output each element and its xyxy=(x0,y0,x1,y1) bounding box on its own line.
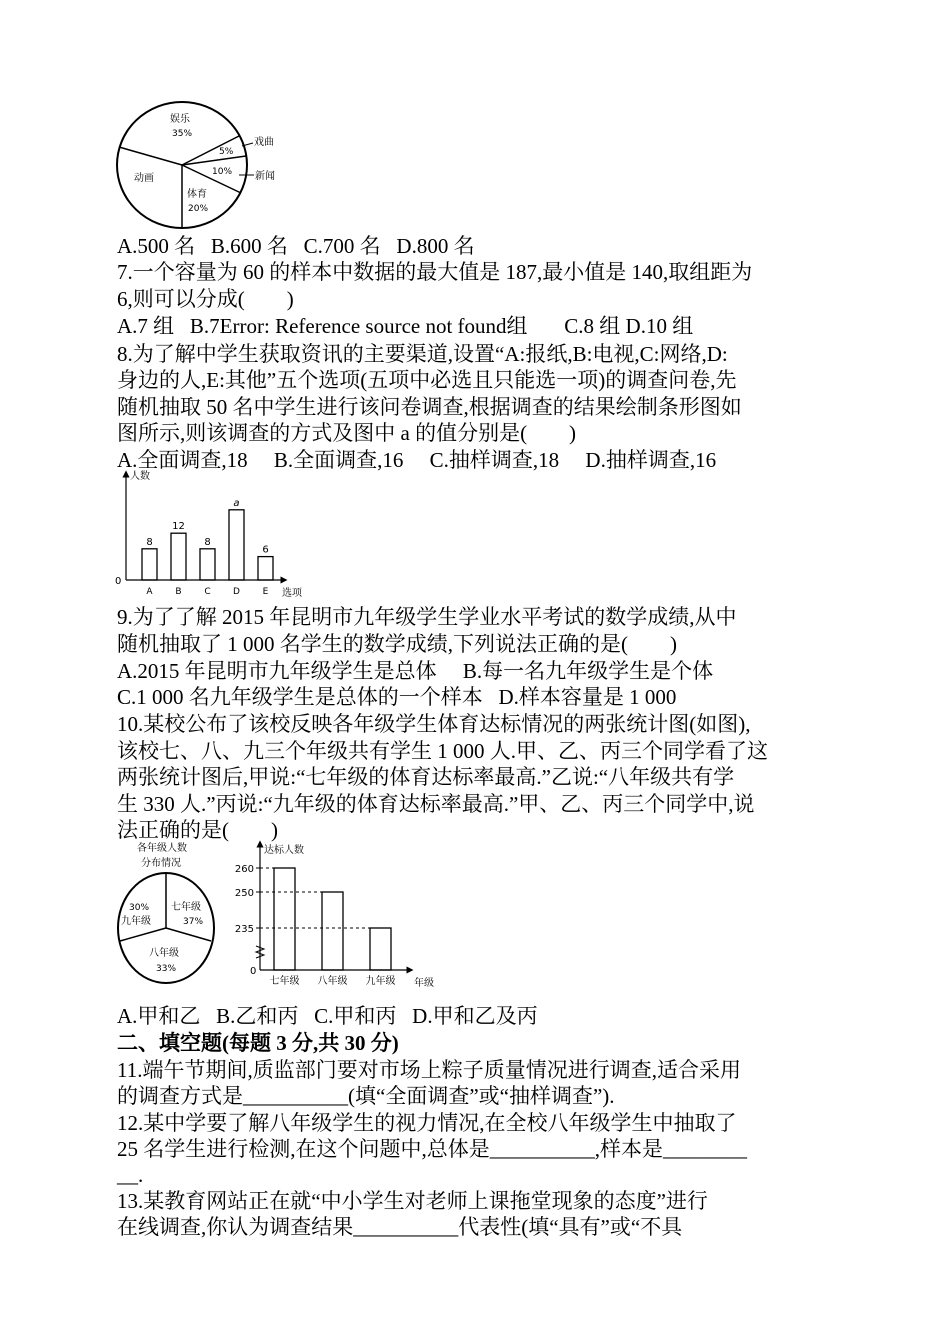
text-line: 生 330 人.”丙说:“九年级的体育达标率最高.”甲、乙、丙三个同学中,说 xyxy=(117,792,755,816)
pie-label: 体育 xyxy=(187,189,207,200)
text-line: A.2015 年昆明市九年级学生是总体 B.每一名九年级学生是个体 xyxy=(117,659,714,683)
text-line: 7.一个容量为 60 的样本中数据的最大值是 187,最小值是 140,取组距为 xyxy=(117,260,753,284)
text-line: 25 名学生进行检测,在这个问题中,总体是__________,样本是________ xyxy=(117,1137,747,1161)
pie-value-label: 5% xyxy=(219,147,234,157)
category-label: D xyxy=(233,587,240,597)
category-label: A xyxy=(146,587,153,597)
bar-七年级 xyxy=(274,868,295,970)
text-line: 随机抽取 50 名中学生进行该问卷调查,根据调查的结果绘制条形图如 xyxy=(117,395,742,419)
bar-value-label: 8 xyxy=(146,536,153,548)
text-line: A.甲和乙 B.乙和丙 C.甲和丙 D.甲和乙及丙 xyxy=(117,1004,538,1028)
category-label: C xyxy=(204,587,211,597)
text-line: 11.端午节期间,质监部门要对市场上粽子质量情况进行调查,适合采用 xyxy=(117,1058,741,1082)
text-line: 在线调查,你认为调查结果__________代表性(填“具有”或“不具 xyxy=(117,1215,683,1239)
text-line: 6,则可以分成( ) xyxy=(117,287,294,311)
bar-C xyxy=(200,549,215,580)
y-tick-label: 260 xyxy=(234,864,254,875)
pie-label: 八年级 xyxy=(149,948,179,959)
category-label: 八年级 xyxy=(317,976,348,987)
pie-chart-grades xyxy=(115,840,227,990)
pie-label: 新闻 xyxy=(255,171,275,182)
bar-chart-pass-count xyxy=(232,840,448,990)
text-line: 8.为了解中学生获取资讯的主要渠道,设置“A:报纸,B:电视,C:网络,D: xyxy=(117,342,728,366)
text-line: C.1 000 名九年级学生是总体的一个样本 D.样本容量是 1 000 xyxy=(117,685,677,709)
text-line: 两张统计图后,甲说:“七年级的体育达标率最高.”乙说:“八年级共有学 xyxy=(117,765,735,789)
pie-divider xyxy=(119,147,182,165)
chart-title: 各年级人数 xyxy=(137,843,187,854)
text-line: 9.为了了解 2015 年昆明市九年级学生学业水平考试的数学成绩,从中 xyxy=(117,605,737,629)
category-label: E xyxy=(262,587,269,597)
y-tick-label: 235 xyxy=(234,924,254,935)
pie-label: 七年级 xyxy=(171,902,201,913)
text-line: 随机抽取了 1 000 名学生的数学成绩,下列说法正确的是( ) xyxy=(117,632,677,656)
y-axis-label: 达标人数 xyxy=(264,845,304,856)
chart-title: 分布情况 xyxy=(141,858,181,869)
bar-B xyxy=(171,533,186,580)
bar-value-label: 8 xyxy=(204,536,211,548)
text-line: 10.某校公布了该校反映各年级学生体育达标情况的两张统计图(如图), xyxy=(117,712,751,736)
bar-value-label: 6 xyxy=(262,544,269,556)
text-line: 图所示,则该调查的方式及图中 a 的值分别是( ) xyxy=(117,421,577,445)
text-line: __. xyxy=(117,1163,144,1187)
text-line: 的调查方式是__________(填“全面调查”或“抽样调查”). xyxy=(117,1084,615,1108)
text-line: A.7 组 B.7Error: Reference source not found组 C.8 组 D.10 组 xyxy=(117,314,694,338)
pie-chart-media xyxy=(115,98,295,230)
text-line: 法正确的是( ) xyxy=(117,818,278,842)
origin-label: 0 xyxy=(250,966,257,977)
pie-label: 动画 xyxy=(134,173,154,184)
bar-E xyxy=(258,557,273,580)
pie-label: 九年级 xyxy=(121,916,151,927)
pie-divider xyxy=(166,928,211,941)
origin-label: 0 xyxy=(115,576,122,587)
pie-value-label: 33% xyxy=(156,964,177,974)
pie-divider xyxy=(120,928,166,941)
text-line: 13.某教育网站正在就“中小学生对老师上课拖堂现象的态度”进行 xyxy=(117,1189,708,1213)
bar-九年级 xyxy=(370,928,391,970)
text-line: 身边的人,E:其他”五个选项(五项中必选且只能选一项)的调查问卷,先 xyxy=(117,368,737,392)
bar-八年级 xyxy=(322,892,343,970)
bar-value-label: 12 xyxy=(172,521,185,533)
y-tick-label: 250 xyxy=(234,888,254,899)
text-line: A.全面调查,18 B.全面调查,16 C.抽样调查,18 D.抽样调查,16 xyxy=(117,448,717,472)
pie-value-label: 10% xyxy=(212,167,233,177)
x-axis-label: 年级 xyxy=(414,978,434,989)
text-line: A.500 名 B.600 名 C.700 名 D.800 名 xyxy=(117,234,475,258)
category-label: 七年级 xyxy=(269,976,300,987)
pie-value-label: 20% xyxy=(188,204,209,214)
bar-A xyxy=(142,549,157,580)
bar-D xyxy=(229,510,244,580)
pie-label: 娱乐 xyxy=(170,114,190,125)
pie-value-label: 35% xyxy=(172,129,193,139)
pie-value-label: 30% xyxy=(129,903,150,913)
category-label: B xyxy=(175,587,182,597)
text-line: 12.某中学要了解八年级学生的视力情况,在全校八年级学生中抽取了 xyxy=(117,1111,737,1135)
category-label: 九年级 xyxy=(365,976,396,987)
text-line: 该校七、八、九三个年级共有学生 1 000 人.甲、乙、丙三个同学看了这 xyxy=(117,739,768,763)
bar-value-label: a xyxy=(233,497,240,509)
section-heading: 二、填空题(每题 3 分,共 30 分) xyxy=(117,1031,399,1055)
bar-chart-options xyxy=(112,468,312,606)
y-axis-label: 人数 xyxy=(130,471,150,482)
pie-label: 戏曲 xyxy=(254,137,274,148)
x-axis-label: 选项 xyxy=(282,588,302,599)
pie-value-label: 37% xyxy=(183,917,204,927)
